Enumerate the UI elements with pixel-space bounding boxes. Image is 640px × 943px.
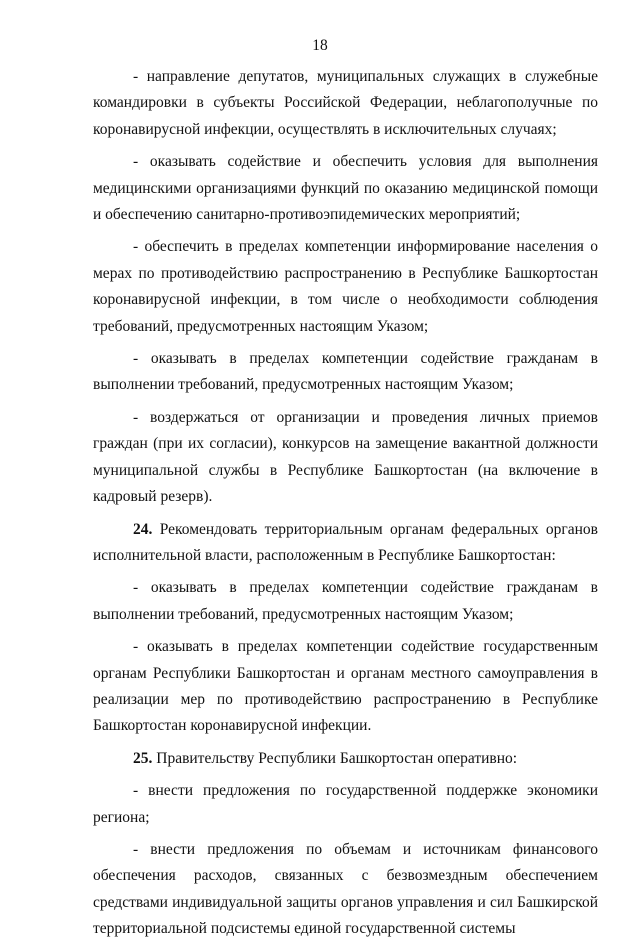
paragraph: [93, 778, 598, 831]
paragraph-text: - направление депутатов, муниципальных служащих в служебные командировки в субъекты Российской Федерации, неблагополучные по коронавирусной инфекции, осуществлять в исключительных случаях;: [93, 68, 598, 138]
paragraph-number: 25.: [133, 749, 153, 767]
numbered-paragraph: [93, 746, 598, 772]
paragraph-text: - обеспечить в пределах компетенции информирование населения о мерах по противодействию распространению в Республике Башкортостан коронавирусной инфекции, в том числе о необходимости соблюдения требований, предусмотренных настоящим Указом;: [93, 238, 598, 335]
paragraph: [93, 575, 598, 628]
numbered-paragraph: [93, 517, 598, 570]
paragraph-text: - внести предложения по объемам и источникам финансового обеспечения расходов, связанных с безвозмездным обеспечением средствами индивидуальной защиты органов управления и сил Башкирской территориальной подсистемы единой государственной системы: [93, 840, 598, 938]
paragraph-text: Рекомендовать территориальным органам федеральных органов исполнительной власти, расположенным в Республике Башкортостан:: [93, 520, 598, 564]
paragraph: [93, 234, 598, 340]
paragraph: [93, 405, 598, 511]
paragraph-text: - воздержаться от организации и проведения личных приемов граждан (при их согласии), конкурсов на замещение вакантной должности муниципальной службы в Республике Башкортостан (на включение в кадровый резерв).: [93, 408, 598, 506]
paragraph: [93, 149, 598, 228]
paragraph: [93, 346, 598, 399]
document-body: [93, 64, 598, 943]
page-number: 18: [312, 37, 328, 54]
paragraph-text: Правительству Республики Башкортостан оперативно:: [156, 749, 518, 767]
paragraph: [93, 837, 598, 943]
paragraph: [93, 634, 598, 740]
paragraph-text: - оказывать в пределах компетенции содействие государственным органам Республики Башкортостан и органам местного самоуправления в реализации мер по противодействию распространению в Республике Башкортостан коронавирусной инфекции.: [93, 638, 598, 735]
paragraph: [93, 64, 598, 143]
paragraph-text: - оказывать в пределах компетенции содействие гражданам в выполнении требований, предусмотренных настоящим Указом;: [93, 579, 598, 623]
paragraph-text: - оказывать содействие и обеспечить условия для выполнения медицинскими организациями функций по оказанию медицинской помощи и обеспечению санитарно-противоэпидемических мероприятий;: [93, 153, 598, 224]
paragraph-text: - внести предложения по государственной поддержке экономики региона;: [93, 782, 598, 826]
paragraph-number: 24.: [133, 520, 153, 538]
paragraph-text: - оказывать в пределах компетенции содействие гражданам в выполнении требований, предусмотренных настоящим Указом;: [93, 350, 598, 394]
